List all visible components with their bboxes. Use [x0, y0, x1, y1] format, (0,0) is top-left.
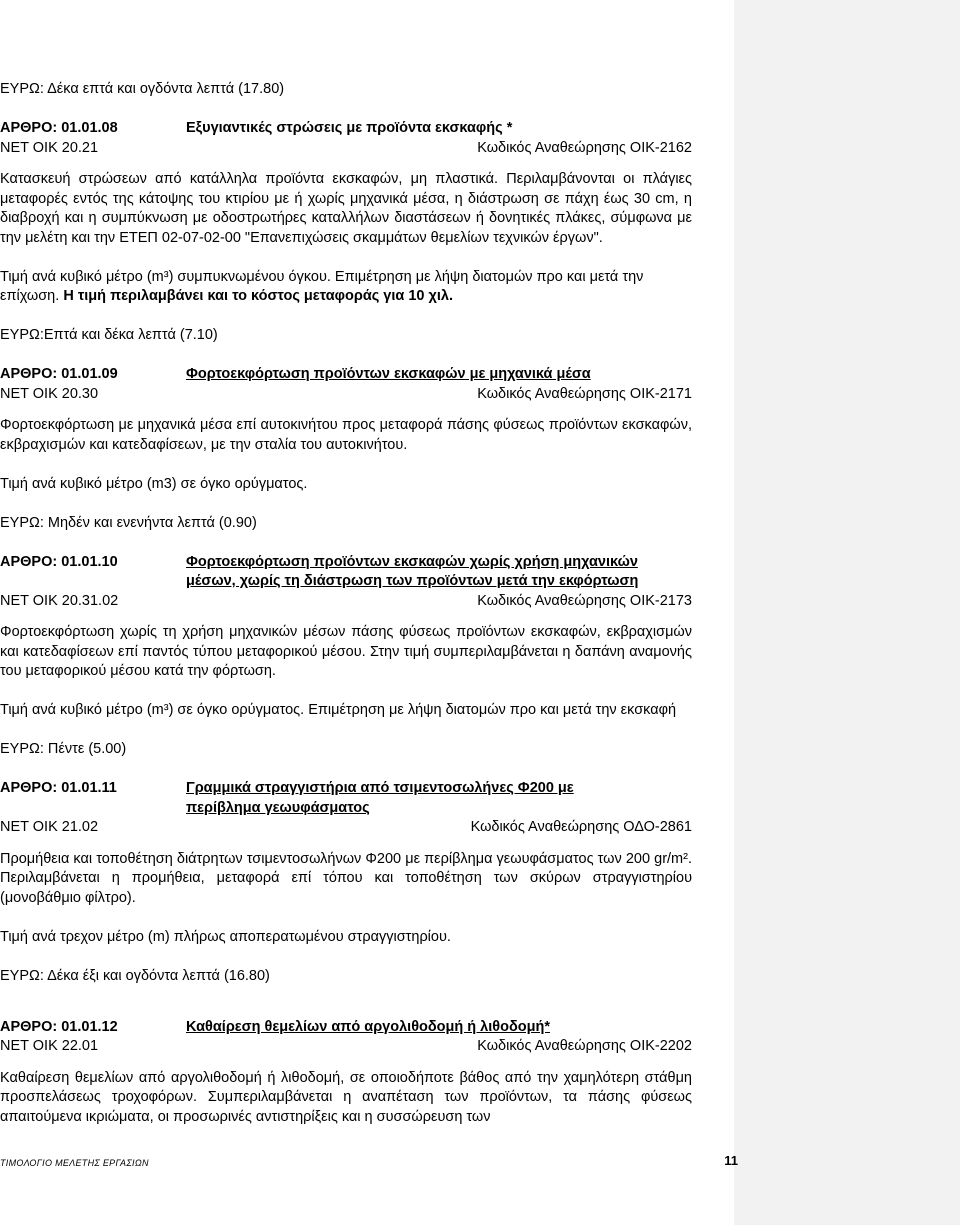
- page-footer: [0, 1148, 738, 1174]
- article-code: ΑΡΘΡΟ: 01.01.08: [0, 120, 118, 136]
- net-code: ΝΕΤ ΟΙΚ 21.02: [0, 819, 99, 835]
- article-description: Κατασκευή στρώσεων από κατάλληλα προϊόντα εκσκαφών, μη πλαστικά. Περιλαμβάνονται οι πλάγιες μεταφορές εντός της κάτοψης του κτιρίου με ή χωρίς μηχανικά μέσα, η διάστρωση σε πάχη έως 30 cm, η διαβροχή και η συμπύκνωση με οδοστρωτήρες καταλλήλων διαστάσεων ή δονητικές πλάκες, σύμφωνα με την μελέτη και την ΕΤΕΠ 02-07-02-00 "Επανεπιχώσεις σκαμμάτων θεμελίων τεχνικών έργων".: [0, 171, 692, 246]
- article-title-line: Φορτοεκφόρτωση προϊόντων εκσκαφών χωρίς χρήση μηχανικών: [186, 553, 638, 570]
- net-code: ΝΕΤ ΟΙΚ 20.30: [0, 385, 99, 402]
- revision-code: Κωδικός Αναθεώρησης ΟΙΚ-2171: [477, 385, 692, 402]
- article-price: ΕΥΡΩ: Δέκα έξι και ογδόντα λεπτά (16.80): [0, 967, 270, 984]
- unit-text: [0, 268, 692, 307]
- article-01-01-11: [0, 779, 692, 986]
- article-title-line: Γραμμικά στραγγιστήρια από τσιμεντοσωλήνες Φ200 με: [186, 780, 574, 796]
- document-page: [0, 80, 692, 1127]
- net-code: ΝΕΤ ΟΙΚ 22.01: [0, 1038, 99, 1054]
- net-row: [0, 139, 692, 159]
- footer-title: ΤΙΜΟΛΟΓΙΟ ΜΕΛΕΤΗΣ ΕΡΓΑΣΙΩΝ: [0, 1158, 149, 1168]
- article-title: Φορτοεκφόρτωση προϊόντων εκσκαφών με μηχανικά μέσα: [186, 366, 591, 382]
- article-01-01-09: [0, 365, 692, 533]
- article-title: [186, 779, 692, 818]
- right-margin-panel: [734, 0, 960, 1225]
- article-title-line: περίβλημα γεωυφάσματος: [186, 799, 370, 816]
- article-header: [0, 1018, 692, 1038]
- article-title: Καθαίρεση θεμελίων από αργολιθοδομή ή λιθοδομή*: [186, 1018, 550, 1035]
- unit-text: Τιμή ανά κυβικό μέτρο (m3) σε όγκο ορύγματος.: [0, 475, 308, 492]
- article-description: Φορτοεκφόρτωση με μηχανικά μέσα επί αυτοκινήτου προς μεταφορά πάσης φύσεως προϊόντων εκσκαφών, εκβραχισμών και κατεδαφίσεων, με την σταλία του αυτοκινήτου.: [0, 417, 692, 453]
- article-title: Εξυγιαντικές στρώσεις με προϊόντα εκσκαφής *: [186, 120, 513, 136]
- article-01-01-12: [0, 1018, 692, 1128]
- net-row: [0, 385, 692, 405]
- revision-code: Κωδικός Αναθεώρησης ΟΔΟ-2861: [470, 819, 692, 835]
- unit-plain: Τιμή ανά κυβικό μέτρο (m³) συμπυκνωμένου όγκου. Επιμέτρηση με λήψη διατομών προ και μετά την επίχωση.: [0, 268, 644, 304]
- article-01-01-10: [0, 553, 692, 760]
- article-code: ΑΡΘΡΟ: 01.01.09: [0, 366, 118, 382]
- net-code: ΝΕΤ ΟΙΚ 20.21: [0, 139, 99, 156]
- page-number: 11: [724, 1153, 738, 1168]
- article-header: [0, 779, 692, 818]
- article-header: [0, 119, 692, 139]
- article-description: Προμήθεια και τοποθέτηση διάτρητων τσιμεντοσωλήνων Φ200 με περίβλημα γεωυφάσματος των 200 gr/m². Περιλαμβάνεται η προμήθεια, μεταφορά επί τόπου και τοποθέτηση των σκύρων στραγγιστηρίου (μονοβάθμιο φίλτρο).: [0, 850, 692, 906]
- top-price: ΕΥΡΩ: Δέκα επτά και ογδόντα λεπτά (17.80): [0, 81, 285, 97]
- net-row: [0, 818, 692, 838]
- revision-code: Κωδικός Αναθεώρησης ΟΙΚ-2173: [477, 592, 692, 609]
- net-row: [0, 592, 692, 612]
- unit-bold: Η τιμή περιλαμβάνει και το κόστος μεταφοράς για 10 χιλ.: [63, 288, 453, 304]
- article-price: ΕΥΡΩ: Μηδέν και ενενήντα λεπτά (0.90): [0, 514, 257, 531]
- unit-text: Τιμή ανά κυβικό μέτρο (m³) σε όγκο ορύγματος. Επιμέτρηση με λήψη διατομών προ και μετά την εκσκαφή: [0, 702, 677, 718]
- unit-text: Τιμή ανά τρεχον μέτρο (m) πλήρως αποπερατωμένου στραγγιστηρίου.: [0, 928, 451, 945]
- article-title-line: μέσων, χωρίς τη διάστρωση των προϊόντων μετά την εκφόρτωση: [186, 573, 639, 589]
- revision-code: Κωδικός Αναθεώρησης ΟΙΚ-2202: [477, 1038, 692, 1054]
- article-code: ΑΡΘΡΟ: 01.01.11: [0, 780, 117, 796]
- article-price: ΕΥΡΩ: Πέντε (5.00): [0, 741, 127, 757]
- article-price: ΕΥΡΩ:Επτά και δέκα λεπτά (7.10): [0, 327, 218, 343]
- net-code: ΝΕΤ ΟΙΚ 20.31.02: [0, 592, 119, 609]
- article-code: ΑΡΘΡΟ: 01.01.12: [0, 1018, 118, 1035]
- article-header: [0, 365, 692, 385]
- revision-code: Κωδικός Αναθεώρησης ΟΙΚ-2162: [477, 139, 692, 156]
- net-row: [0, 1037, 692, 1057]
- article-description: Καθαίρεση θεμελίων από αργολιθοδομή ή λιθοδομή, σε οποιοδήποτε βάθος από την χαμηλότερη στάθμη προσπελάσεως τροχοφόρων. Συμπεριλαμβάνεται η αναπέταση των προϊόντων, τα πάσης φύσεως απαιτούμενα ικριώματα, οι προσωρινές αντιστηρίξεις και η συσσώρευση των: [0, 1069, 692, 1125]
- article-header: [0, 553, 692, 592]
- article-title: [186, 553, 692, 592]
- article-01-01-08: [0, 119, 692, 346]
- article-description: Φορτοεκφόρτωση χωρίς τη χρήση μηχανικών μέσων πάσης φύσεως προϊόντων εκσκαφών, εκβραχισμών και κατεδαφίσεων επί παντός τύπου μεταφορικού μέσου. Στην τιμή συμπεριλαμβάνεται η δαπάνη αναμονής του μεταφορικού μέσου κατά την φόρτωση.: [0, 624, 692, 679]
- article-code: ΑΡΘΡΟ: 01.01.10: [0, 553, 118, 570]
